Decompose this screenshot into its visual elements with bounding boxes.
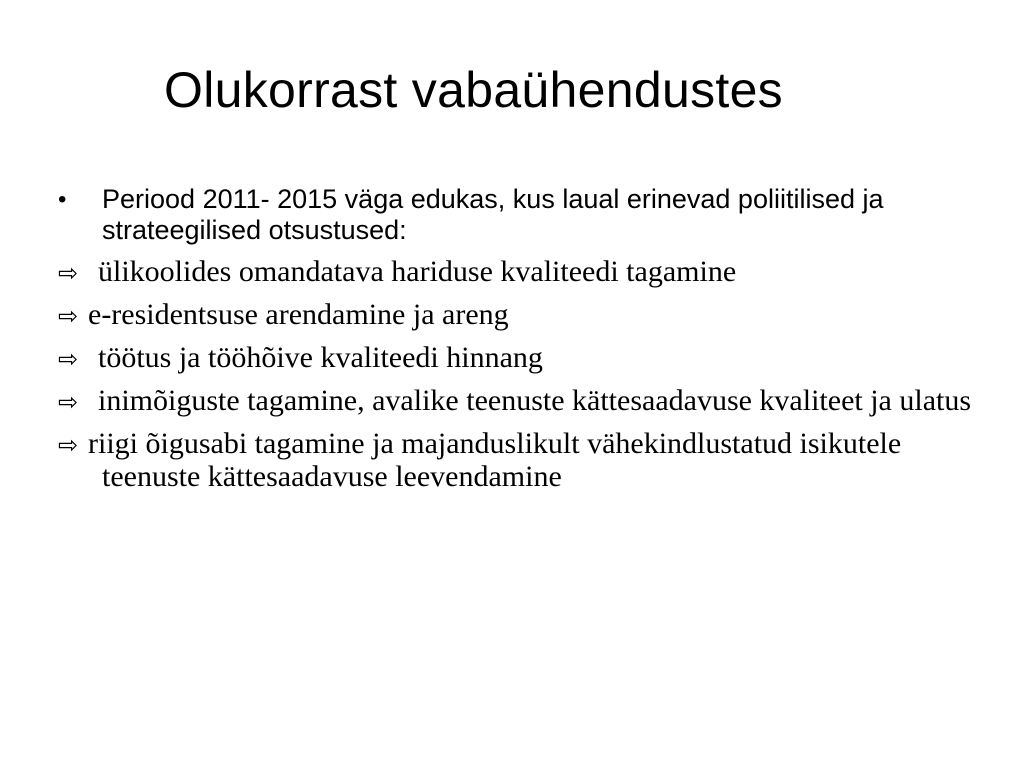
arrow-right-icon: ⇨ bbox=[58, 388, 79, 416]
slide-content bbox=[58, 184, 978, 502]
slide-title: Olukorrast vabaühendustes bbox=[164, 62, 783, 118]
arrow-item-text: ülikoolides omandatava hariduse kvaliteedi tagamine bbox=[98, 255, 737, 288]
arrow-item bbox=[58, 428, 978, 492]
bullet-item bbox=[58, 184, 978, 246]
arrow-item-text: e-residentsuse arendamine ja areng bbox=[88, 298, 509, 331]
arrow-item-text: riigi õigusabi tagamine ja majanduslikult vähekindlustatud isikutele teenuste kättesaadavuse leevendamine bbox=[88, 427, 902, 493]
arrow-item bbox=[58, 385, 978, 418]
arrow-item bbox=[58, 299, 978, 332]
arrow-right-icon: ⇨ bbox=[58, 345, 79, 373]
arrow-right-icon: ⇨ bbox=[58, 302, 79, 330]
bullet-icon: • bbox=[58, 186, 67, 213]
arrow-item bbox=[58, 256, 978, 289]
arrow-item-text: inimõiguste tagamine, avalike teenuste kättesaadavuse kvaliteet ja ulatus bbox=[98, 384, 972, 417]
bullet-text: Periood 2011- 2015 väga edukas, kus laual erinevad poliitilised ja strateegilised otsustused: bbox=[102, 184, 884, 245]
arrow-item-text: töötus ja tööhõive kvaliteedi hinnang bbox=[98, 341, 543, 374]
arrow-right-icon: ⇨ bbox=[58, 259, 79, 287]
arrow-item bbox=[58, 342, 978, 375]
arrow-right-icon: ⇨ bbox=[58, 431, 79, 459]
